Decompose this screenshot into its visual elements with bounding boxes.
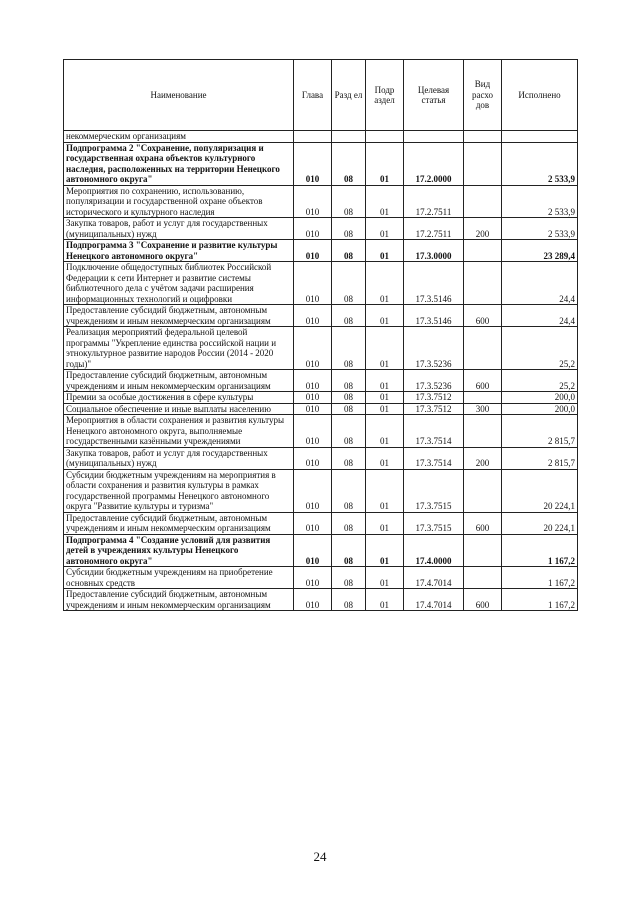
cell-vid [464,262,502,305]
cell-podrazdel: 01 [366,142,404,185]
cell-celevaya: 17.2.0000 [404,142,464,185]
cell-vid [464,392,502,404]
cell-vid: 600 [464,512,502,534]
cell-razdel: 08 [332,589,366,611]
table-row [64,305,578,327]
cell-celevaya: 17.3.5146 [404,305,464,327]
cell-glava: 010 [294,534,332,567]
header-glava: Глава [294,60,332,131]
cell-celevaya [404,131,464,143]
table-row [64,534,578,567]
cell-glava: 010 [294,415,332,448]
cell-razdel: 08 [332,534,366,567]
cell-vid: 600 [464,305,502,327]
cell-name: Предоставление субсидий бюджетным, автономным учреждениям и иным некоммерческим организациям [64,370,294,392]
cell-razdel: 08 [332,392,366,404]
table-row [64,415,578,448]
table-row [64,512,578,534]
table-header-row [64,60,578,131]
cell-celevaya: 17.4.7014 [404,589,464,611]
cell-ispolneno: 25,2 [502,370,578,392]
cell-podrazdel: 01 [366,305,404,327]
header-razdel: Разд ел [332,60,366,131]
cell-podrazdel: 01 [366,262,404,305]
cell-celevaya: 17.3.7514 [404,447,464,469]
table-row [64,589,578,611]
table-row [64,403,578,415]
cell-razdel: 08 [332,512,366,534]
budget-table [63,59,578,611]
cell-razdel: 08 [332,403,366,415]
table-row [64,567,578,589]
cell-glava: 010 [294,262,332,305]
cell-celevaya: 17.3.7515 [404,469,464,512]
cell-name: Субсидии бюджетным учреждениям на приобретение основных средств [64,567,294,589]
cell-name: Реализация мероприятий федеральной целевой программы "Укрепление единства российской нации и этнокультурное развитие народов России (2014 - 2020 годы)" [64,327,294,370]
table-row [64,370,578,392]
cell-celevaya: 17.4.7014 [404,567,464,589]
cell-vid: 200 [464,447,502,469]
cell-razdel: 08 [332,469,366,512]
cell-vid: 600 [464,589,502,611]
cell-ispolneno: 23 289,4 [502,240,578,262]
cell-glava: 010 [294,392,332,404]
cell-vid [464,415,502,448]
cell-glava: 010 [294,142,332,185]
cell-ispolneno: 24,4 [502,262,578,305]
cell-glava: 010 [294,447,332,469]
cell-glava: 010 [294,327,332,370]
cell-celevaya: 17.4.0000 [404,534,464,567]
cell-name: Мероприятия по сохранению, использованию, популяризации и государственной охране объектов исторического и культурного наследия [64,185,294,218]
cell-glava: 010 [294,370,332,392]
cell-razdel: 08 [332,567,366,589]
cell-celevaya: 17.3.7512 [404,392,464,404]
cell-podrazdel: 01 [366,218,404,240]
table-row [64,131,578,143]
cell-name: Подпрограмма 3 "Сохранение и развитие культуры Ненецкого автономного округа" [64,240,294,262]
header-podrazdel: Подр аздел [366,60,404,131]
cell-name: Предоставление субсидий бюджетным, автономным учреждениям и иным некоммерческим организациям [64,305,294,327]
cell-ispolneno: 2 533,9 [502,185,578,218]
table-row [64,262,578,305]
cell-name: Предоставление субсидий бюджетным, автономным учреждениям и иным некоммерческим организациям [64,589,294,611]
cell-celevaya: 17.3.7512 [404,403,464,415]
cell-razdel: 08 [332,185,366,218]
cell-ispolneno: 2 815,7 [502,447,578,469]
cell-razdel: 08 [332,142,366,185]
cell-razdel: 08 [332,305,366,327]
cell-glava [294,131,332,143]
table-row [64,392,578,404]
cell-name: Подпрограмма 4 "Создание условий для развития детей в учреждениях культуры Ненецкого автономного округа" [64,534,294,567]
cell-podrazdel: 01 [366,469,404,512]
cell-podrazdel [366,131,404,143]
cell-glava: 010 [294,589,332,611]
cell-name: Премии за особые достижения в сфере культуры [64,392,294,404]
cell-vid [464,240,502,262]
cell-ispolneno: 20 224,1 [502,512,578,534]
cell-ispolneno: 200,0 [502,403,578,415]
header-vid: Вид расхо дов [464,60,502,131]
cell-glava: 010 [294,185,332,218]
cell-vid [464,185,502,218]
cell-celevaya: 17.2.7511 [404,218,464,240]
cell-razdel: 08 [332,327,366,370]
header-celevaya: Целевая статья [404,60,464,131]
cell-ispolneno [502,131,578,143]
table-row [64,447,578,469]
cell-glava: 010 [294,305,332,327]
cell-vid [464,469,502,512]
cell-celevaya: 17.2.7511 [404,185,464,218]
cell-razdel: 08 [332,415,366,448]
cell-glava: 010 [294,567,332,589]
cell-glava: 010 [294,403,332,415]
cell-podrazdel: 01 [366,415,404,448]
cell-glava: 010 [294,469,332,512]
cell-ispolneno: 2 533,9 [502,218,578,240]
cell-name: Подпрограмма 2 "Сохранение, популяризация и государственная охрана объектов культурного наследия, расположенных на территории Ненецкого автономного округа" [64,142,294,185]
cell-podrazdel: 01 [366,403,404,415]
cell-celevaya: 17.3.5146 [404,262,464,305]
cell-celevaya: 17.3.5236 [404,327,464,370]
cell-vid: 300 [464,403,502,415]
cell-podrazdel: 01 [366,370,404,392]
cell-name: Предоставление субсидий бюджетным, автономным учреждениям и иным некоммерческим организациям [64,512,294,534]
cell-vid [464,142,502,185]
cell-glava: 010 [294,240,332,262]
header-name: Наименование [64,60,294,131]
table-row [64,142,578,185]
cell-podrazdel: 01 [366,392,404,404]
cell-ispolneno: 25,2 [502,327,578,370]
cell-celevaya: 17.3.7515 [404,512,464,534]
cell-name: Закупка товаров, работ и услуг для государственных (муниципальных) нужд [64,447,294,469]
cell-name: Субсидии бюджетным учреждениям на мероприятия в области сохранения и развития культуры в рамках государственной программы Ненецкого автономного округа "Развитие культуры и туризма" [64,469,294,512]
cell-glava: 010 [294,512,332,534]
cell-razdel: 08 [332,370,366,392]
cell-ispolneno: 2 533,9 [502,142,578,185]
header-ispolneno: Исполнено [502,60,578,131]
cell-vid [464,534,502,567]
cell-name: некоммерческим организациям [64,131,294,143]
cell-ispolneno: 2 815,7 [502,415,578,448]
cell-podrazdel: 01 [366,589,404,611]
cell-razdel: 08 [332,262,366,305]
cell-ispolneno: 1 167,2 [502,534,578,567]
cell-vid: 600 [464,370,502,392]
cell-vid: 200 [464,218,502,240]
cell-vid [464,131,502,143]
cell-ispolneno: 1 167,2 [502,589,578,611]
cell-podrazdel: 01 [366,240,404,262]
cell-ispolneno: 1 167,2 [502,567,578,589]
cell-razdel: 08 [332,447,366,469]
cell-razdel [332,131,366,143]
cell-ispolneno: 200,0 [502,392,578,404]
cell-podrazdel: 01 [366,567,404,589]
cell-podrazdel: 01 [366,512,404,534]
cell-podrazdel: 01 [366,447,404,469]
page-number: 24 [313,849,327,864]
cell-name: Подключение общедоступных библиотек Российской Федерации к сети Интернет и развитие системы библиотечного дела с учётом задачи расширения информационных технологий и оцифровки [64,262,294,305]
cell-vid [464,567,502,589]
cell-name: Социальное обеспечение и иные выплаты населению [64,403,294,415]
table-row [64,469,578,512]
cell-razdel: 08 [332,218,366,240]
table-row [64,185,578,218]
cell-glava: 010 [294,218,332,240]
cell-razdel: 08 [332,240,366,262]
cell-name: Закупка товаров, работ и услуг для государственных (муниципальных) нужд [64,218,294,240]
table-row [64,218,578,240]
cell-celevaya: 17.3.0000 [404,240,464,262]
cell-podrazdel: 01 [366,534,404,567]
cell-vid [464,327,502,370]
table-row [64,240,578,262]
cell-podrazdel: 01 [366,327,404,370]
cell-ispolneno: 20 224,1 [502,469,578,512]
cell-name: Мероприятия в области сохранения и развития культуры Ненецкого автономного округа, выполняемые государственными казёнными учреждениями [64,415,294,448]
table-row [64,327,578,370]
cell-celevaya: 17.3.5236 [404,370,464,392]
cell-celevaya: 17.3.7514 [404,415,464,448]
cell-podrazdel: 01 [366,185,404,218]
cell-ispolneno: 24,4 [502,305,578,327]
